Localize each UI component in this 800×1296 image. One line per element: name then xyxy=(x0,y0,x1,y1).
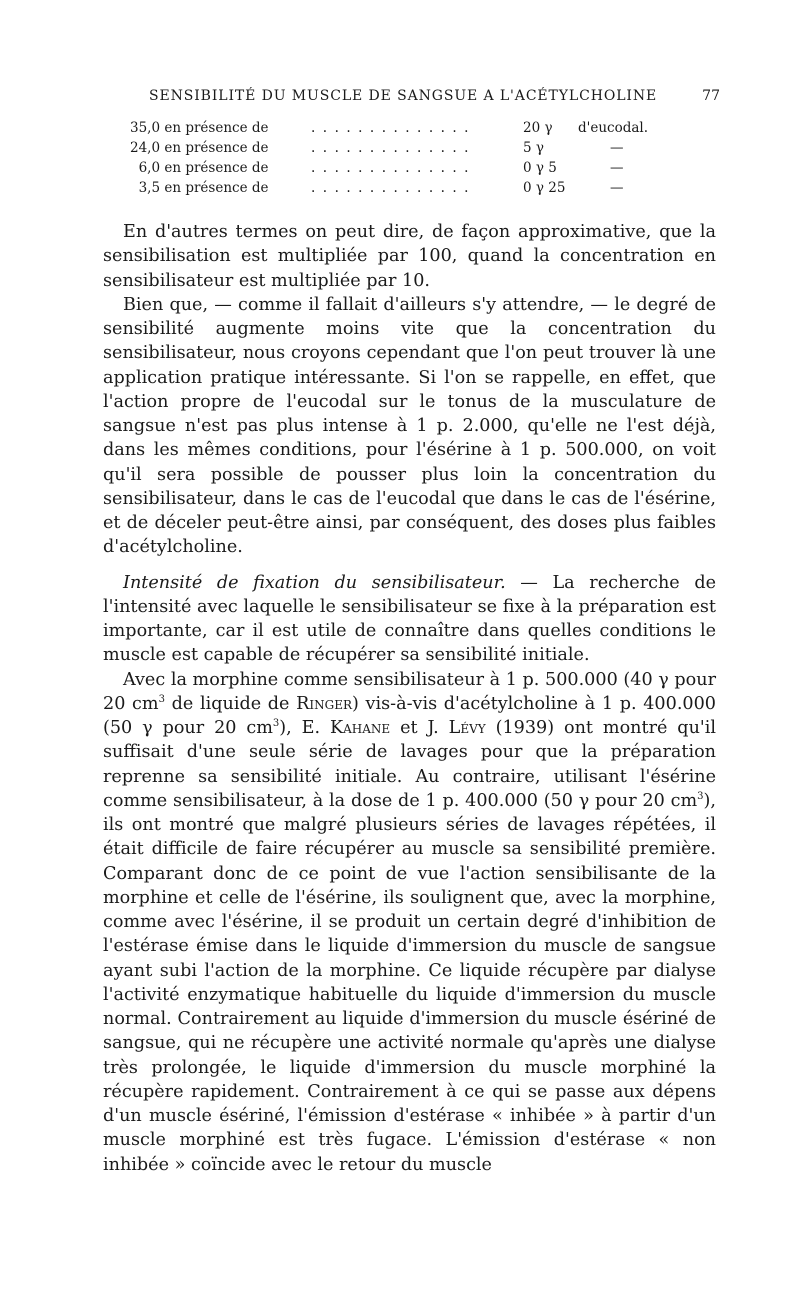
dot-leader: . . . . . . . . . . . . . . xyxy=(311,160,471,176)
row-note: — xyxy=(610,140,624,156)
running-title: SENSIBILITÉ DU MUSCLE DE SANGSUE A L'ACÉTYLCHOLINE xyxy=(149,88,658,104)
text-run: Avec la morphine comme sensibilisateur à 1 p. 500.000 (40 γ pour 20 cm xyxy=(103,669,716,714)
superscript: 3 xyxy=(272,718,280,730)
running-head xyxy=(103,82,720,108)
row-value: 5 γ xyxy=(523,140,544,156)
section-paragraph xyxy=(103,571,716,668)
text-run: de liquide de xyxy=(164,693,297,714)
text-run: ), E. xyxy=(279,718,330,738)
row-value: 20 γ xyxy=(523,120,553,136)
row-note: d'eucodal. xyxy=(578,120,649,136)
table-row xyxy=(103,118,716,138)
superscript: 3 xyxy=(158,693,165,705)
section-text: — La recherche de l'intensité avec laquelle le sensibilisateur se fixe à la préparation est importante, car il est utile de connaître dans quelles conditions le muscle est capable de récupérer sa sensibilité initiale. xyxy=(103,572,716,666)
row-label: 6,0 en présence de xyxy=(130,160,269,176)
page-number: 77 xyxy=(702,88,720,104)
superscript: 3 xyxy=(697,790,704,802)
sensitivity-table xyxy=(103,118,716,198)
author-name: Lévy xyxy=(448,718,486,738)
text-run: et J. xyxy=(390,718,449,738)
dot-leader: . . . . . . . . . . . . . . xyxy=(311,120,471,136)
book-page xyxy=(103,82,720,1177)
author-name: Kahane xyxy=(329,718,391,738)
text-run: ), ils ont montré que malgré plusieurs séries de lavages répétées, il était difficile de faire récupérer au muscle sa sensibilité première. Comparant donc de ce point de vue l'action sensibilisante de la morphine et celle de l'ésérine, ils soulignent que, avec la morphine, comme avec l'ésérine, il se produit un certain degré d'inhibition de l'estérase émise dans le liquide d'immersion du muscle de sangsue ayant subi l'action de la morphine. Ce liquide récupère par dialyse l'activité enzymatique habituelle du liquide d'immersion du muscle normal. Contrairement au liquide d'immersion du muscle ésériné de sangsue, qui ne récupère une activité normale qu'après une dialyse très prolongée, le liquide d'immersion du muscle morphiné la récupère rapidement. Contrairement à ce qui se passe aux dépens d'un muscle ésériné, l'émission d'estérase « inhibée » à partir d'un muscle morphiné est très fugace. L'émission d'estérase « non inhibée » coïncide avec le retour du muscle xyxy=(103,790,716,1175)
table-row xyxy=(103,178,716,198)
dot-leader: . . . . . . . . . . . . . . xyxy=(311,140,471,156)
row-value: 0 γ 25 xyxy=(523,180,566,196)
author-name: Ringer xyxy=(296,693,353,714)
paragraph: Bien que, — comme il fallait d'ailleurs s'y attendre, — le degré de sensibilité augmente moins vite que la concentration du sensibilisateur, nous croyons cependant que l'on peut trouver là une application pratique intéressante. Si l'on se rappelle, en effet, que l'action propre de l'eucodal sur le tonus de la musculature de sangsue n'est pas plus intense à 1 p. 2.000, qu'elle ne l'est déjà, dans les mêmes conditions, pour l'ésérine à 1 p. 500.000, on voit qu'il sera possible de pousser plus loin la concentration du sensibilisateur, dans le cas de l'eucodal que dans le cas de l'ésérine, et de déceler peut-être ainsi, par conséquent, des doses plus faibles d'acétylcholine. xyxy=(103,294,716,558)
text-run: ) vis-à-vis d'acétylcholine à 1 p. 400.000 (50 γ pour 20 cm xyxy=(103,693,716,738)
table-row xyxy=(103,138,716,158)
row-note: — xyxy=(610,180,624,196)
row-label: 35,0 en présence de xyxy=(130,120,269,136)
row-value: 0 γ 5 xyxy=(523,160,557,176)
row-label: 24,0 en présence de xyxy=(130,140,269,156)
paragraph xyxy=(103,668,716,1177)
row-note: — xyxy=(610,160,624,176)
body-text xyxy=(103,220,716,1177)
section-heading: Intensité de fixation du sensibilisateur. xyxy=(123,572,506,593)
dot-leader: . . . . . . . . . . . . . . xyxy=(311,180,471,196)
paragraph: En d'autres termes on peut dire, de façon approximative, que la sensibilisation est multipliée par 100, quand la concentration en sensibilisateur est multipliée par 10. xyxy=(103,222,716,291)
table-row xyxy=(103,158,716,178)
row-label: 3,5 en présence de xyxy=(130,180,269,196)
text-run: (1939) ont montré qu'il suffisait d'une seule série de lavages pour que la préparation reprenne sa sensibilité initiale. Au contraire, utilisant l'ésérine comme sensibilisateur, à la dose de 1 p. 400.000 (50 γ pour 20 cm xyxy=(103,718,716,811)
